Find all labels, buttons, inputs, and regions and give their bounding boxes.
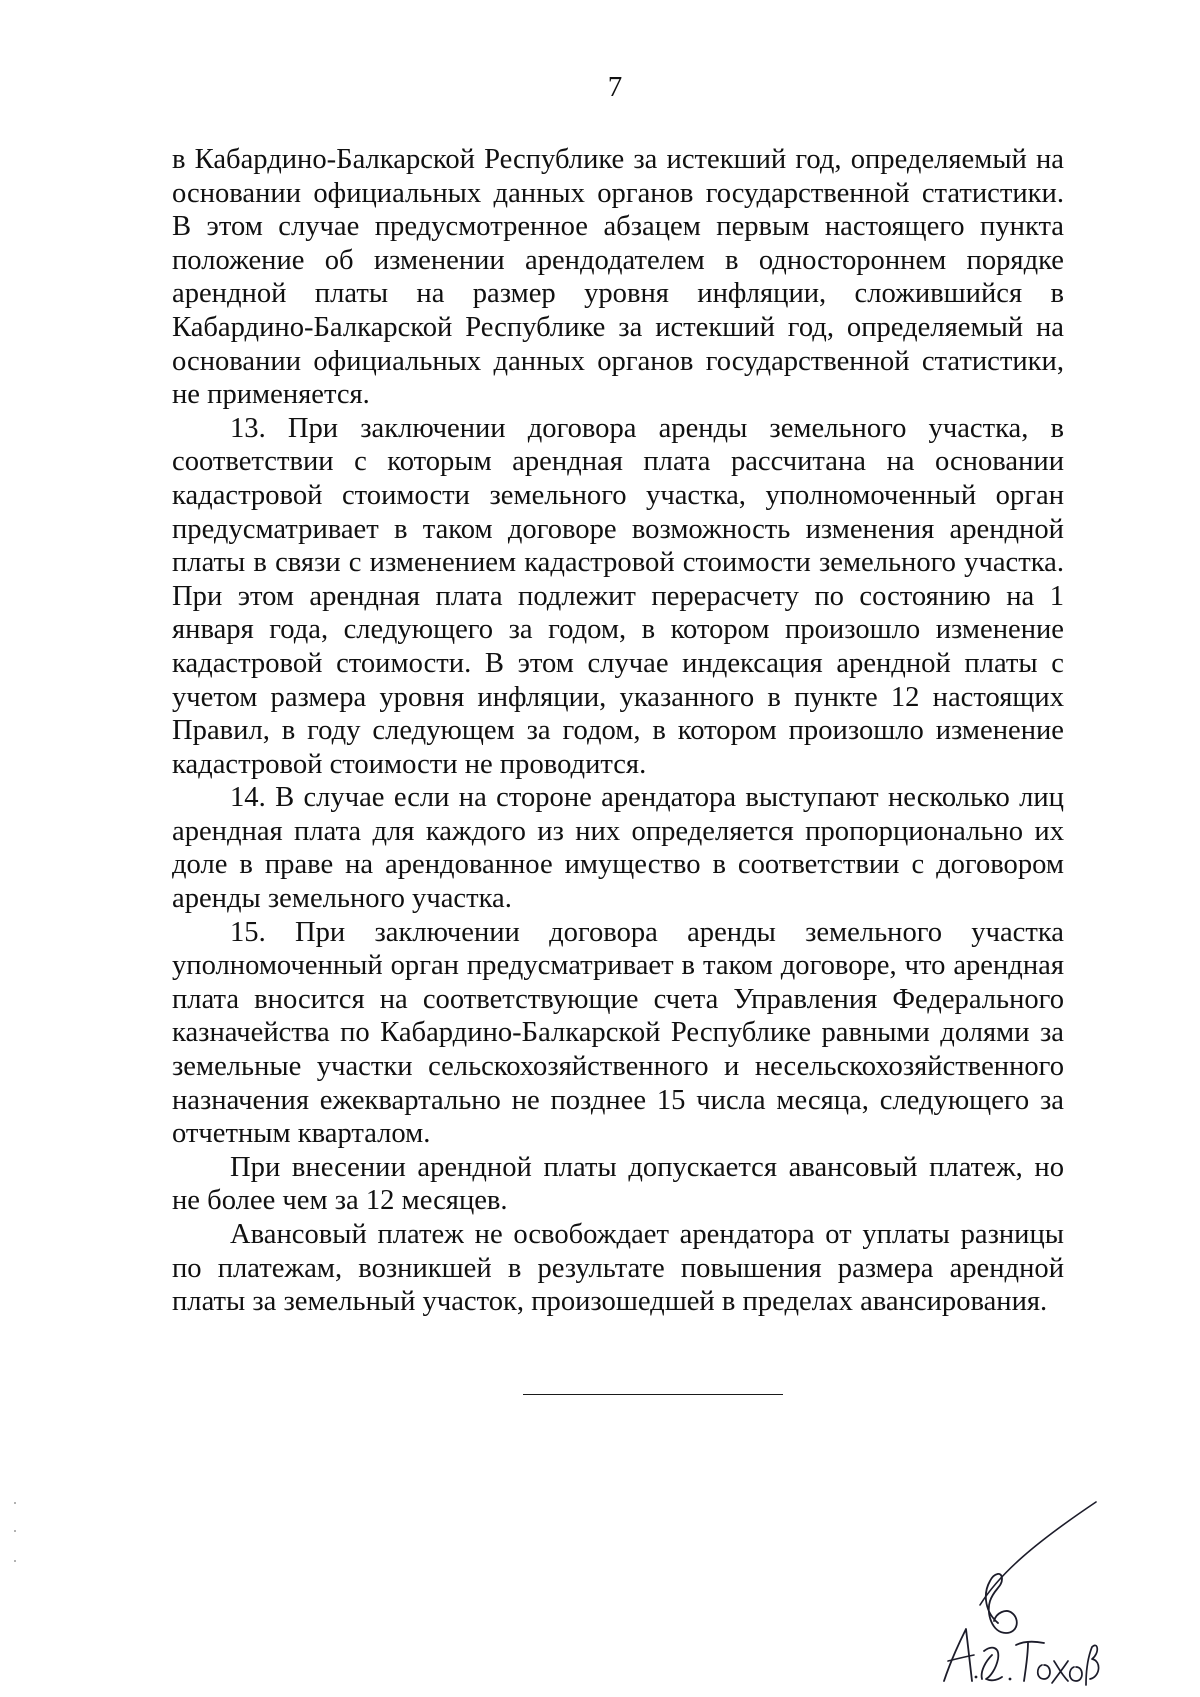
paragraph-advance-payment: При внесении арендной платы допускается авансовый платеж, но не более чем за 12 месяцев. xyxy=(172,1151,1064,1217)
document-body xyxy=(172,143,1064,1319)
paragraph-item-14: 14. В случае если на стороне арендатора выступают несколько лиц арендная плата для каждого из них определяется пропорционально их доле в праве на арендованное имущество в соответствии с договором аренды земельного участка. xyxy=(172,782,1064,915)
scan-speck xyxy=(14,1560,16,1562)
scan-speck xyxy=(14,1530,16,1532)
page-number: 7 xyxy=(607,71,623,103)
handwritten-signature-icon xyxy=(920,1495,1100,1695)
paragraph-item-15: 15. При заключении договора аренды земельного участка уполномоченный орган предусматривает в таком договоре, что арендная плата вносится на соответствующие счета Управления Федерального казначейства по Кабардино-Балкарской Республике равными долями за земельные участки сельскохозяйственного и несельскохозяйственного назначения ежеквартально не позднее 15 числа месяца, следующего за отчетным кварталом. xyxy=(172,916,1064,1150)
scan-speck xyxy=(14,1502,16,1504)
paragraph-item-13: 13. При заключении договора аренды земельного участка, в соответствии с которым арендная плата рассчитана на основании кадастровой стоимости земельного участка, уполномоченный орган предусматривает в таком договоре возможность изменения арендной платы в связи с изменением кадастровой стоимости земельного участка. При этом арендная плата подлежит перерасчету по состоянию на 1 января года, следующего за годом, в котором произошло изменение кадастровой стоимости. В этом случае индексация арендной платы с учетом размера уровня инфляции, указанного в пункте 12 настоящих Правил, в году следующем за годом, в котором произошло изменение кадастровой стоимости не проводится. xyxy=(172,412,1064,780)
end-of-text-divider xyxy=(523,1394,783,1395)
paragraph-advance-payment-difference: Авансовый платеж не освобождает арендатора от уплаты разницы по платежам, возникшей в результате повышения размера арендной платы за земельный участок, произошедшей в пределах авансирования. xyxy=(172,1219,1064,1318)
paragraph-continuation: в Кабардино-Балкарской Республике за истекший год, определяемый на основании официальных данных органов государственной статистики. В этом случае предусмотренное абзацем первым настоящего пункта положение об изменении арендодателем в одностороннем порядке арендной платы на размер уровня инфляции, сложившийся в Кабардино-Балкарской Республике за истекший год, определяемый на основании официальных данных органов государственной статистики, не применяется. xyxy=(172,144,1064,411)
